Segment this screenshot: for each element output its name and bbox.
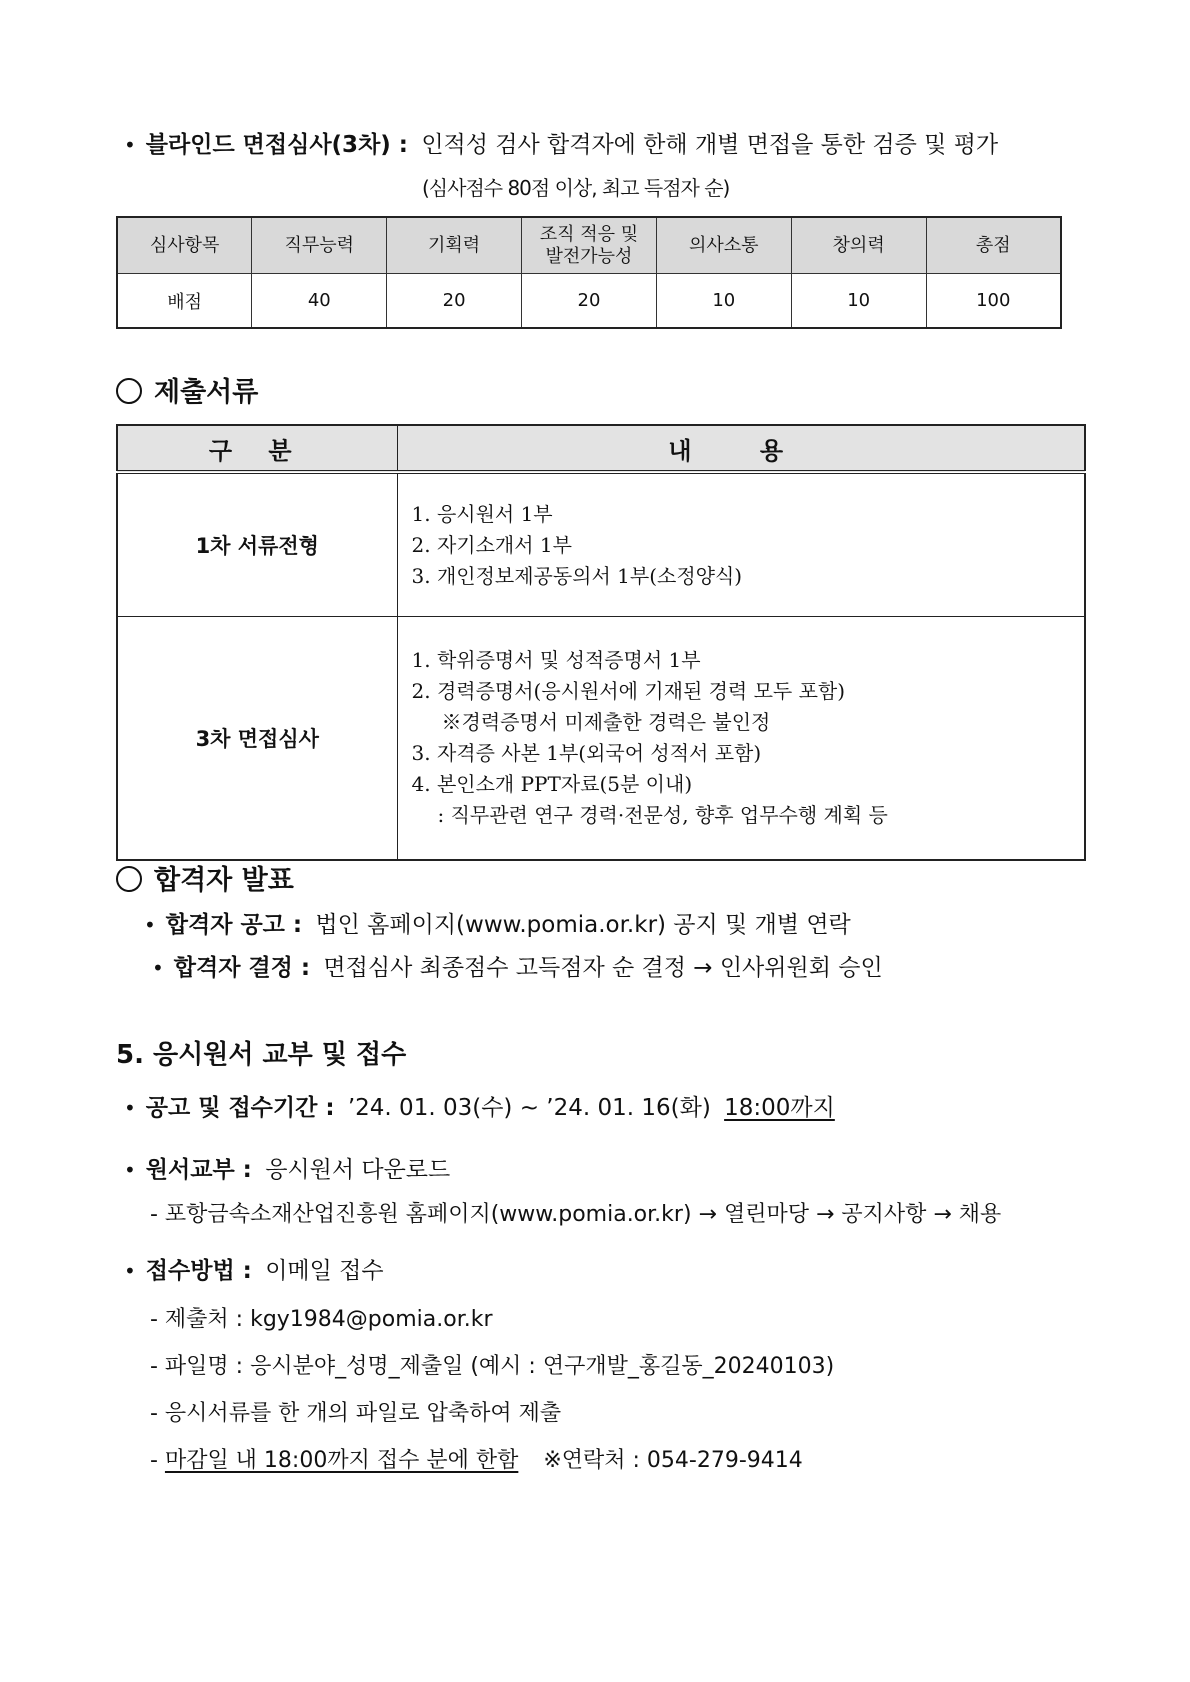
score-table (116, 216, 1062, 329)
method-label: 접수방법 : (145, 1258, 252, 1284)
circle-icon (116, 378, 142, 404)
list-item: 3. 자격증 사본 1부(외국어 성적서 포함) (411, 741, 762, 765)
list-item: 4. 본인소개 PPT자료(5분 이내) (411, 772, 693, 796)
value-cell: 10 (791, 274, 926, 329)
notice-label: 합격자 공고 : (165, 912, 303, 938)
header-cell (522, 217, 657, 274)
list-item: 2. 경력증명서(응시원서에 기재된 경력 모두 포함) (411, 679, 846, 703)
deadline-prefix: - (150, 1448, 165, 1473)
row-label-cell: 배점 (117, 274, 252, 329)
header-cell: 직무능력 (252, 217, 387, 274)
method-text: 이메일 접수 (265, 1258, 384, 1284)
list-item: : 직무관련 연구 경력·전문성, 향후 업무수행 계획 등 (437, 803, 888, 827)
header-cell: 의사소통 (656, 217, 791, 274)
circle-icon (116, 866, 142, 892)
bullet-icon: • (152, 956, 164, 980)
interview-label: 블라인드 면접심사(3차) : (145, 132, 408, 158)
value-cell: 20 (387, 274, 522, 329)
list-item: 1. 학위증명서 및 성적증명서 1부 (411, 648, 701, 672)
interview-text: 인적성 검사 합격자에 한해 개별 면접을 통한 검증 및 평가 (421, 132, 999, 158)
list-item: 2. 자기소개서 1부 (411, 532, 572, 557)
form-path: - 포항금속소재산업진흥원 홈페이지(www.pomia.or.kr) → 열린마당 → 공지사항 → 채용 (150, 1202, 1002, 1227)
contact-info: ※연락처 : 054-279-9414 (543, 1448, 803, 1473)
period-label: 공고 및 접수기간 : (145, 1095, 335, 1121)
announcement-heading (116, 858, 294, 897)
documents-title: 제출서류 (154, 377, 259, 408)
bullet-icon: • (124, 1259, 136, 1283)
value-cell: 100 (926, 274, 1061, 329)
header-content: 내 용 (397, 425, 1085, 472)
deadline-text: 마감일 내 18:00까지 접수 분에 한함 (164, 1448, 519, 1473)
value-cell: 20 (522, 274, 657, 329)
decision-label: 합격자 결정 : (173, 955, 311, 981)
row-content (397, 617, 1085, 861)
decision-bullet (152, 953, 883, 983)
row-category: 3차 면접심사 (117, 617, 397, 861)
notice-bullet (144, 910, 851, 940)
interview-note: (심사점수 80점 이상, 최고 득점자 순) (422, 176, 730, 200)
period-bullet (124, 1093, 835, 1123)
bullet-icon: • (144, 913, 156, 937)
compress-rule: - 응시서류를 한 개의 파일로 압축하여 제출 (150, 1401, 562, 1426)
documents-table (116, 424, 1086, 861)
score-header-row (117, 217, 1061, 274)
value-cell: 10 (656, 274, 791, 329)
row-category: 1차 서류전형 (117, 472, 397, 617)
documents-row (117, 472, 1085, 617)
list-item: ※경력증명서 미제출한 경력은 불인정 (441, 710, 771, 734)
bullet-icon: • (124, 1158, 136, 1182)
row-content (397, 472, 1085, 617)
bullet-icon: • (124, 133, 136, 157)
value-cell: 40 (252, 274, 387, 329)
decision-text: 면접심사 최종점수 고득점자 순 결정 → 인사위원회 승인 (323, 955, 883, 981)
filename-rule: - 파일명 : 응시분야_성명_제출일 (예시 : 연구개발_홍길동_20240103) (150, 1354, 835, 1379)
form-label: 원서교부 : (145, 1157, 252, 1183)
list-item: 1. 응시원서 1부 (411, 501, 553, 526)
notice-text: 법인 홈페이지(www.pomia.or.kr) 공지 및 개별 연락 (315, 912, 851, 938)
header-cell: 기획력 (387, 217, 522, 274)
documents-heading (116, 370, 258, 409)
submit-to: - 제출처 : kgy1984@pomia.or.kr (150, 1307, 493, 1332)
list-item: 3. 개인정보제공동의서 1부(소정양식) (411, 563, 743, 588)
header-cell-line: 조직 적응 및 (539, 223, 639, 245)
method-bullet (124, 1256, 384, 1286)
documents-row (117, 617, 1085, 861)
period-text: ’24. 01. 03(수) ~ ’24. 01. 16(화) (347, 1095, 711, 1121)
deadline-rule (150, 1446, 803, 1476)
header-cell: 창의력 (791, 217, 926, 274)
header-cell: 총점 (926, 217, 1061, 274)
header-category: 구 분 (117, 425, 397, 472)
form-bullet (124, 1155, 450, 1185)
bullet-icon: • (124, 1096, 136, 1120)
score-value-row (117, 274, 1061, 329)
interview-bullet (124, 130, 998, 160)
announcement-title: 합격자 발표 (154, 865, 294, 896)
header-cell-line: 발전가능성 (545, 245, 633, 267)
form-text: 응시원서 다운로드 (265, 1157, 451, 1183)
documents-header-row (117, 425, 1085, 472)
header-cell: 심사항목 (117, 217, 252, 274)
period-deadline: 18:00까지 (724, 1095, 835, 1121)
section5-title: 5. 응시원서 교부 및 접수 (116, 1040, 407, 1070)
